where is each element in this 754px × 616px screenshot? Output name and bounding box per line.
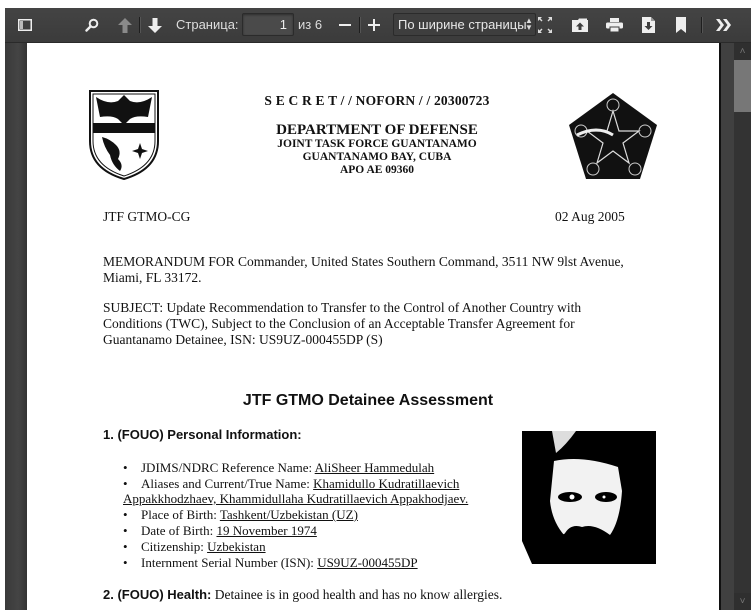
search-icon	[85, 18, 99, 32]
info-value: Khamidullo Kudratillaevich	[313, 476, 460, 491]
info-value-continued: Appakkhodzhaev, Khammidullaha Kudratillaevich Appakhodjaev.	[123, 491, 469, 506]
portrait-image	[522, 431, 656, 564]
page-count: из 6	[298, 17, 323, 32]
personal-info-item	[141, 507, 358, 523]
memo-date: 02 Aug 2005	[555, 209, 625, 224]
chevron-up-icon: ˄	[739, 46, 746, 57]
bullet: •	[123, 476, 128, 491]
zoom-select[interactable]	[393, 13, 536, 36]
open-file-icon	[572, 18, 588, 32]
assessment-title: JTF GTMO Detainee Assessment	[242, 392, 494, 409]
info-value: Uzbekistan	[207, 539, 266, 554]
department-heading: DEPARTMENT OF DEFENSE	[276, 122, 478, 138]
toolbar-separator	[701, 17, 702, 33]
bullet: •	[123, 507, 128, 522]
previous-page-button[interactable]	[113, 8, 137, 42]
info-label: Internment Serial Number (ISN):	[141, 555, 318, 570]
search-button[interactable]	[79, 8, 105, 42]
fullscreen-button[interactable]	[533, 8, 557, 42]
info-value: US9UZ-000455DP	[317, 555, 418, 570]
print-button[interactable]	[601, 8, 627, 42]
vertical-scrollbar[interactable]	[734, 43, 751, 610]
info-label: Date of Birth:	[141, 523, 217, 538]
select-arrows-icon: ▲ ▼	[525, 16, 533, 32]
header-line: APO AE 09360	[339, 164, 415, 176]
info-label: Place of Birth:	[141, 507, 220, 522]
double-chevron-right-icon	[716, 19, 732, 31]
personal-info-item	[141, 539, 266, 555]
bullet: •	[123, 460, 128, 475]
scrollbar-thumb[interactable]	[734, 60, 751, 112]
download-button[interactable]	[635, 8, 661, 42]
viewer-right-gutter	[721, 43, 734, 610]
document-viewer[interactable]	[27, 43, 719, 610]
memo-from: JTF GTMO-CG	[103, 209, 191, 224]
classification-marking: S E C R E T / / NOFORN / / 20300723	[264, 93, 490, 108]
sidebar-toggle-icon	[18, 19, 32, 31]
header-line: GUANTANAMO BAY, CUBA	[302, 151, 452, 163]
info-label: Aliases and Current/True Name:	[141, 476, 314, 491]
bookmark-icon	[676, 17, 686, 33]
subject-line: SUBJECT: Update Recommendation to Transfer to the Control of Another Country with	[103, 300, 582, 315]
pentagon-emblem-logo	[567, 91, 659, 181]
toolbar-separator	[139, 17, 140, 33]
memo-for-line: MEMORANDUM FOR Commander, United States Southern Command, 3511 NW 9lst Avenue,	[103, 254, 624, 269]
info-label: Citizenship:	[141, 539, 208, 554]
info-value: AliSheer Hammedulah	[314, 460, 435, 475]
subject-line: Conditions (TWC), Subject to the Conclusion of an Acceptable Transfer Agreement for	[103, 316, 575, 331]
detainee-photo	[522, 431, 656, 564]
open-file-button[interactable]	[567, 8, 593, 42]
personal-info-item	[141, 476, 459, 492]
next-page-button[interactable]	[143, 8, 167, 42]
scroll-down-button[interactable]	[734, 593, 751, 610]
scroll-up-button[interactable]	[734, 43, 751, 60]
plus-icon	[368, 19, 380, 31]
bullet: •	[123, 555, 128, 570]
section-2	[103, 587, 502, 603]
arrow-down-icon	[148, 18, 162, 33]
sidebar-toggle-button[interactable]	[11, 8, 39, 42]
personal-info-item	[141, 460, 434, 476]
viewer-left-gutter	[5, 43, 27, 610]
personal-info-item	[141, 523, 317, 539]
arrow-up-icon	[118, 18, 132, 33]
page-number-input[interactable]	[242, 13, 294, 36]
fullscreen-icon	[537, 17, 553, 33]
zoom-in-button[interactable]	[363, 8, 385, 42]
zoom-out-button[interactable]	[334, 8, 356, 42]
zoom-select-value: По ширине страницы	[398, 17, 527, 32]
toolbar	[5, 8, 751, 43]
header-line: JOINT TASK FORCE GUANTANAMO	[277, 138, 477, 150]
section-1-heading: 1. (FOUO) Personal Information:	[103, 427, 302, 442]
minus-icon	[339, 19, 351, 31]
jtf-gtmo-seal-logo	[88, 89, 160, 181]
info-value: Tashkent/Uzbekistan (UZ)	[219, 507, 358, 522]
info-label: JDIMS/NDRC Reference Name:	[141, 460, 315, 475]
print-icon	[606, 18, 623, 32]
subject-line: Guantanamo Detainee, ISN: US9UZ-000455DP (S)	[103, 332, 383, 347]
bookmark-button[interactable]	[669, 8, 693, 42]
personal-info-item	[141, 555, 418, 571]
toolbar-separator	[359, 17, 360, 33]
bullet: •	[123, 523, 128, 538]
more-tools-button[interactable]	[709, 8, 739, 42]
memo-for-line: Miami, FL 33172.	[103, 270, 202, 285]
download-icon	[642, 17, 655, 33]
section-2-text: Detainee is in good health and has no know allergies.	[211, 587, 503, 602]
pdf-viewer-app	[5, 8, 751, 610]
bullet: •	[123, 539, 128, 554]
chevron-down-icon: ˅	[739, 596, 746, 607]
info-value: 19 November 1974	[216, 523, 317, 538]
page-label: Страница:	[176, 17, 239, 32]
section-2-heading: 2. (FOUO) Health:	[103, 587, 212, 602]
